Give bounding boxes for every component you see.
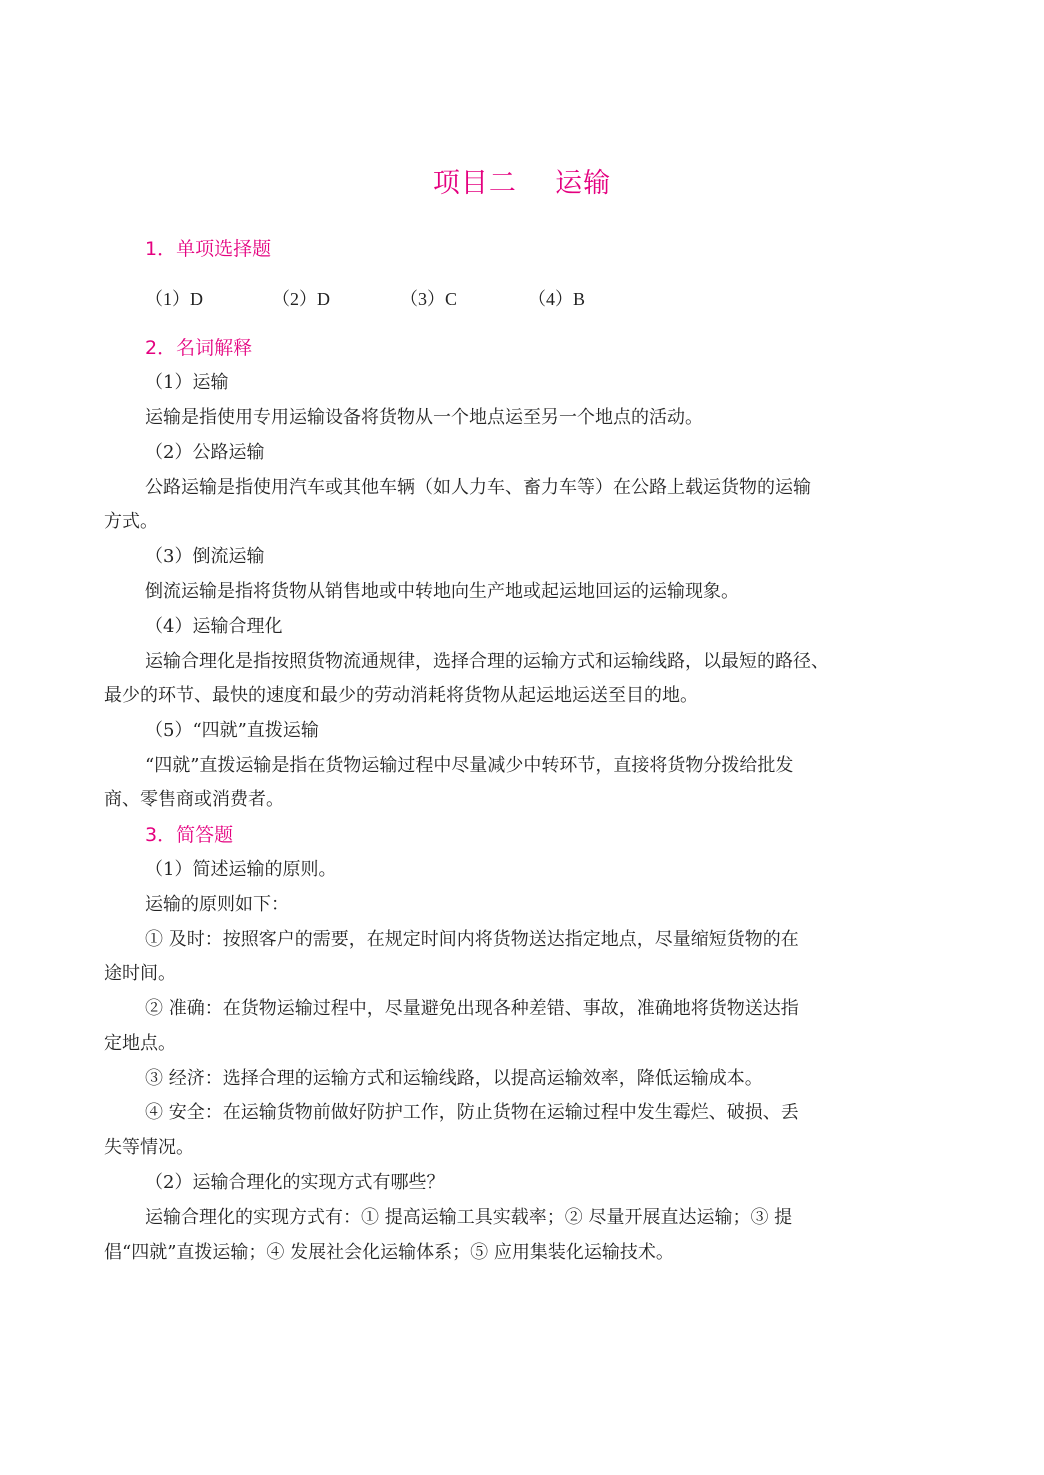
term-definition: 运输合理化是指按照货物流通规律，选择合理的运输方式和运输线路，以最短的路径、	[145, 651, 829, 672]
question: （2）运输合理化的实现方式有哪些？	[145, 1172, 445, 1193]
question: （1）简述运输的原则。	[145, 859, 337, 880]
choice-answer: （2）D	[272, 289, 330, 309]
answer-text: 运输合理化的实现方式有：① 提高运输工具实载率；② 尽量开展直达运输；③ 提	[145, 1207, 793, 1228]
term-label: （1）运输	[145, 372, 229, 393]
term-label: （5）“四就”直拨运输	[145, 720, 319, 741]
term-definition-cont: 方式。	[104, 511, 158, 532]
term-definition: 运输是指使用专用运输设备将货物从一个地点运至另一个地点的活动。	[145, 407, 703, 428]
principle-item-cont: 定地点。	[104, 1033, 176, 1054]
term-label: （3）倒流运输	[145, 546, 265, 567]
term-definition-cont: 最少的环节、最快的速度和最少的劳动消耗将货物从起运地运送至目的地。	[104, 685, 698, 706]
principle-item: ① 及时：按照客户的需要，在规定时间内将货物送达指定地点，尽量缩短货物的在	[145, 929, 799, 950]
term-label: （2）公路运输	[145, 442, 265, 463]
term-definition: 倒流运输是指将货物从销售地或中转地向生产地或起运地回运的运输现象。	[145, 581, 739, 602]
principle-item-cont: 途时间。	[104, 963, 176, 984]
term-definition: 公路运输是指使用汽车或其他车辆（如人力车、畜力车等）在公路上载运货物的运输	[145, 477, 811, 498]
principle-item: ② 准确：在货物运输过程中，尽量避免出现各种差错、事故，准确地将货物送达指	[145, 998, 799, 1019]
answer-text-cont: 倡“四就”直拨运输；④ 发展社会化运输体系；⑤ 应用集装化运输技术。	[104, 1242, 674, 1263]
answer-intro: 运输的原则如下：	[145, 894, 289, 915]
term-label: （4）运输合理化	[145, 616, 283, 637]
choice-answer: （3）C	[400, 289, 458, 309]
term-definition: “四就”直拨运输是指在货物运输过程中尽量减少中转环节，直接将货物分拨给批发	[145, 755, 794, 776]
section-heading-terms: 2．名词解释	[145, 337, 253, 359]
page-title: 项目二 运输	[432, 168, 612, 199]
choice-answer: （1）D	[145, 289, 203, 309]
principle-item: ④ 安全：在运输货物前做好防护工作，防止货物在运输过程中发生霉烂、破损、丢	[145, 1102, 799, 1123]
principle-item-cont: 失等情况。	[104, 1137, 194, 1158]
section-heading-short-answer: 3．简答题	[145, 824, 234, 846]
principle-item: ③ 经济：选择合理的运输方式和运输线路，以提高运输效率，降低运输成本。	[145, 1068, 763, 1089]
term-definition-cont: 商、零售商或消费者。	[104, 789, 284, 810]
section-heading-choice: 1．单项选择题	[145, 238, 272, 260]
choice-answer: （4）B	[528, 289, 586, 309]
